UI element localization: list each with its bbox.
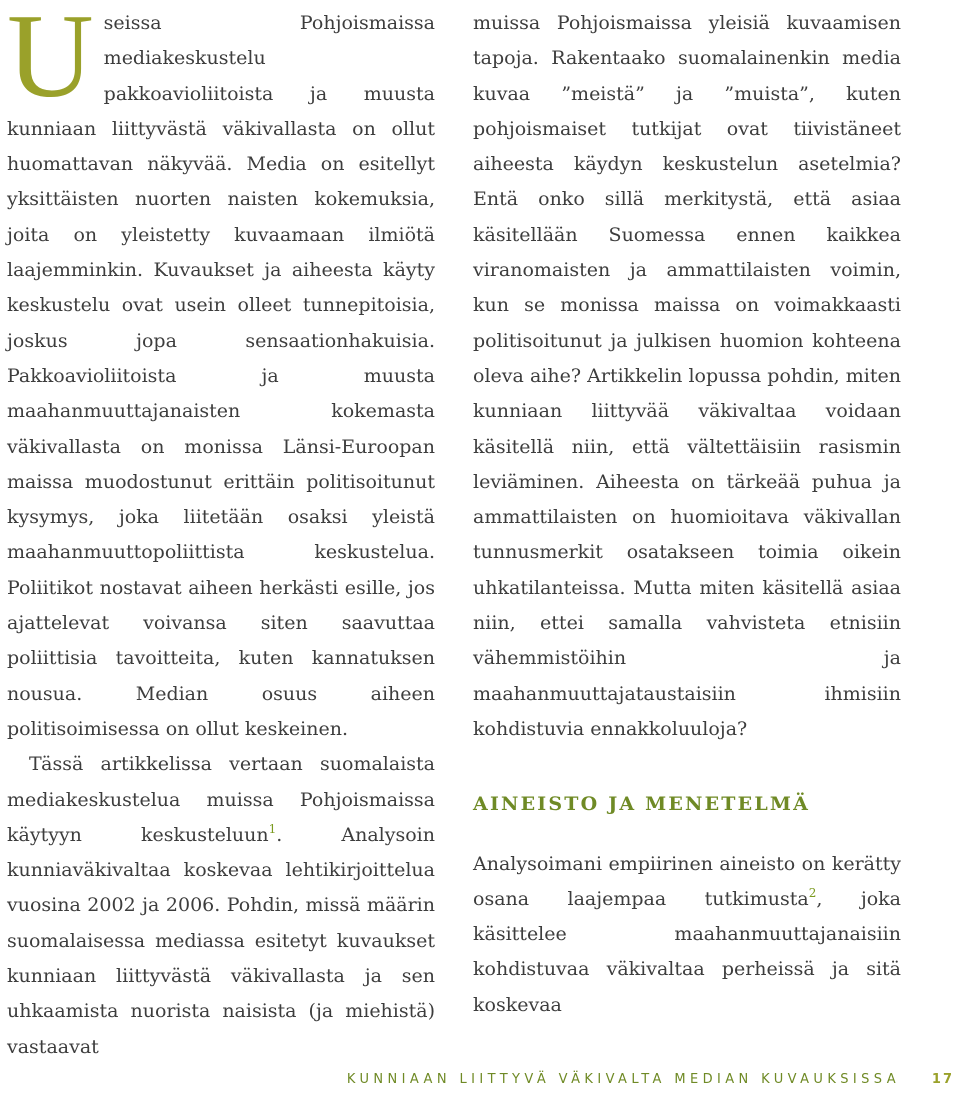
footnote-2-marker[interactable]: 2 [808,885,817,900]
page-number: 17 [931,1072,954,1087]
material-text-start: Analysoimani empiirinen aineisto on kerätty osana laajempaa tutkimusta [473,852,901,910]
intro-paragraph-text: seissa Pohjoismaissa mediakeskustelu pakkoavioliitoista ja muusta kunniaan liittyvästä väkivallasta on ollut huomattavan näkyvää. Media on esitellyt yksittäisten nuorten naisten kokemuksia, joita on yleistetty kuvaamaan ilmiötä laajemminkin. Kuvaukset ja aiheesta käyty keskustelu ovat usein olleet tunnepitoisia, joskus jopa sensaationhakuisia. Pakkoavioliitoista ja muusta maahanmuuttajanaisten kokemasta väkivallasta on monissa Länsi-Euroopan maissa muodostunut erittäin politisoitunut kysymys, joka liitetään osaksi yleistä maahanmuuttopoliittista keskustelua. Poliitikot nostavat aiheen herkästi esille, jos ajattelevat voivansa siten saavuttaa poliittisia tavoitteita, kuten kannatuksen nousua. Median osuus aiheen politisoimisessa on ollut keskeinen. [7,12,435,740]
intro-paragraph [7,0,435,747]
footnote-1-marker[interactable]: 1 [268,821,277,836]
continued-paragraph-text: muissa Pohjoismaissa yleisiä kuvaamisen tapoja. Rakentaako suomalainenkin media kuvaa ”meistä” ja ”muista”, kuten pohjoismaiset tutkijat ovat tiivistäneet aiheesta käydyn keskustelun asetelmia? Entä onko sillä merkitystä, että asiaa käsitellään Suomessa ennen kaikkea viranomaisten ja ammattilaisten voimin, kun se monissa maissa on voimakkaasti politisoitunut ja julkisen huomion kohteena oleva aihe? Artikkelin lopussa pohdin, miten kunniaan liittyvää väkivaltaa voidaan käsitellä niin, että vältettäisiin rasismin leviäminen. Aiheesta on tärkeää puhua ja ammattilaisten on huomioitava väkivallan tunnusmerkit osatakseen toimia oikein uhkatilanteissa. Mutta miten käsitellä asiaa niin, ettei samalla vahvisteta etnisiin vähemmistöihin ja maahanmuuttajataustaisiin ihmisiin kohdistuvia ennakkoluuloja? [473,12,901,740]
section-heading: AINEISTO JA MENETELMÄ [473,793,811,816]
article-purpose-paragraph [7,747,435,1065]
right-column [473,6,901,1023]
running-title: KUNNIAAN LIITTYVÄ VÄKIVALTA MEDIAN KUVAUKSISSA [346,1072,900,1087]
purpose-text-start: Tässä artikkelissa vertaan suomalaista mediakeskustelua muissa Pohjoismaissa käytyyn keskusteluun [7,753,435,846]
left-column [7,0,435,1065]
purpose-text-end: . Analysoin kunniaväkivaltaa koskevaa lehtikirjoittelua vuosina 2002 ja 2006. Pohdin, missä määrin suomalaisessa mediassa esitetyt kuvaukset kunniaan liittyvästä väkivallasta ja sen uhkaamista nuorista naisista (ja miehistä) vastaavat [7,823,435,1058]
page-footer [0,1072,960,1092]
material-paragraph [473,847,901,1023]
drop-cap: U [7,0,94,122]
material-text-end: , joka käsittelee maahanmuuttajanaisiin kohdistuvaa väkivaltaa perheissä ja sitä koskevaa [473,887,901,1016]
continued-paragraph [473,6,901,747]
